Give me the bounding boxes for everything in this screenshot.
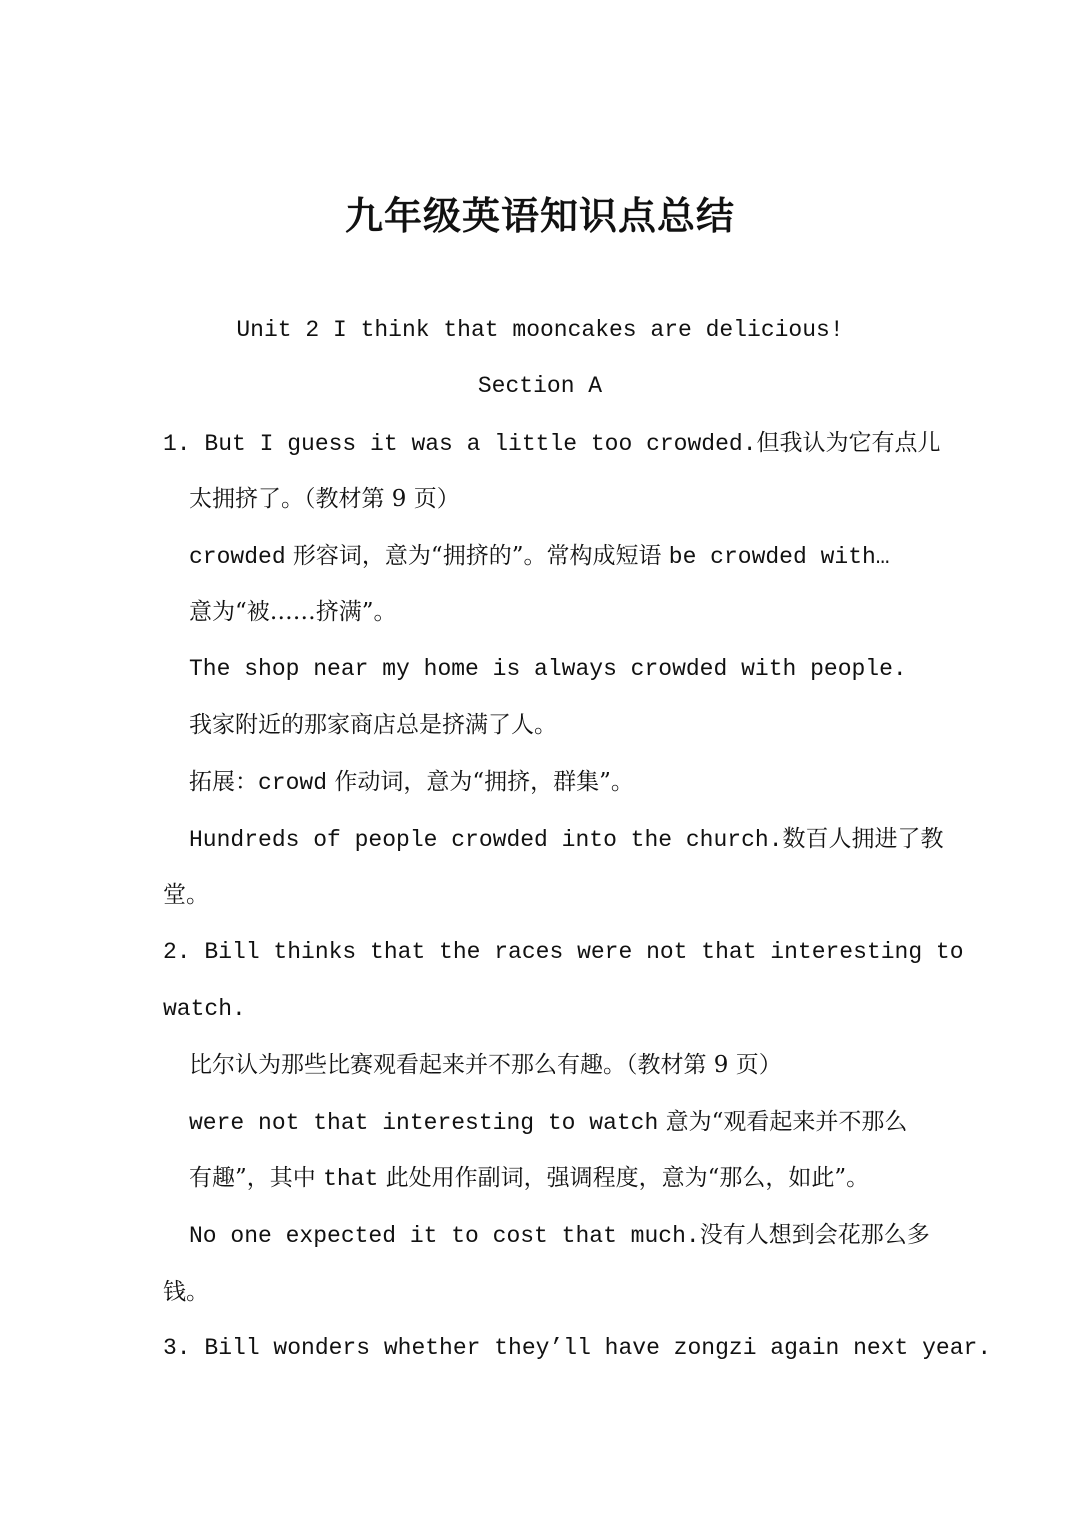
item-1-explanation: 形容词，意为“拥挤的”。常构成短语 bbox=[285, 543, 669, 569]
extension-label: 拓展： bbox=[189, 769, 258, 795]
extension-example-chinese: 数百人拥进了教 bbox=[782, 826, 944, 852]
keyword-crowded: crowded bbox=[189, 544, 286, 570]
page-title: 九年级英语知识点总结 bbox=[344, 193, 735, 238]
item-1-extension-example bbox=[189, 823, 944, 856]
item-2-line-2: watch. bbox=[163, 996, 246, 1022]
item-2-example bbox=[189, 1219, 930, 1252]
keyword-that: that bbox=[323, 1166, 379, 1192]
item-1-extension bbox=[189, 766, 634, 799]
phrase-be-crowded-with: be crowded with… bbox=[668, 544, 890, 570]
unit-heading: Unit 2 I think that mooncakes are delicious! bbox=[236, 317, 844, 343]
phrase-not-that-interesting: were not that interesting to watch bbox=[189, 1110, 659, 1136]
item-2-explanation-part-b: 此处用作副词，强调程度，意为“那么，如此”。 bbox=[378, 1165, 870, 1191]
extension-example-english: Hundreds of people crowded into the church. bbox=[189, 827, 783, 853]
item-1-english-sentence: 1. But I guess it was a little too crowded. bbox=[163, 431, 757, 457]
item-2-line-5 bbox=[189, 1162, 869, 1195]
item-2-example-chinese: 没有人想到会花那么多 bbox=[699, 1222, 930, 1248]
extension-explanation: 作动词，意为“拥挤，群集”。 bbox=[327, 769, 634, 795]
item-1-example-english: The shop near my home is always crowded with people. bbox=[189, 656, 907, 682]
item-1-line-2: 太拥挤了。（教材第 9 页） bbox=[189, 486, 460, 512]
item-2-line-1: 2. Bill thinks that the races were not that interesting to bbox=[163, 939, 964, 965]
item-1-line-4: 意为“被……挤满”。 bbox=[189, 599, 397, 625]
item-2-example-english: No one expected it to cost that much. bbox=[189, 1223, 700, 1249]
keyword-crowd: crowd bbox=[258, 770, 328, 796]
section-heading: Section A bbox=[477, 373, 603, 399]
item-1-line-3 bbox=[189, 540, 890, 573]
item-2-line-7: 钱。 bbox=[163, 1279, 209, 1305]
item-2-translation: 比尔认为那些比赛观看起来并不那么有趣。（教材第 9 页） bbox=[189, 1052, 782, 1078]
item-2-explanation-start: 意为“观看起来并不那么 bbox=[658, 1109, 908, 1135]
item-2-line-4 bbox=[189, 1106, 907, 1139]
item-1-line-1 bbox=[163, 427, 941, 460]
item-3-line-1: 3. Bill wonders whether they’ll have zongzi again next year. bbox=[163, 1335, 992, 1361]
item-1-example-chinese: 我家附近的那家商店总是挤满了人。 bbox=[189, 712, 557, 738]
item-1-line-9: 堂。 bbox=[163, 882, 209, 908]
item-2-explanation-part-a: 有趣”，其中 bbox=[189, 1165, 324, 1191]
item-1-translation-start: 但我认为它有点儿 bbox=[756, 430, 941, 456]
